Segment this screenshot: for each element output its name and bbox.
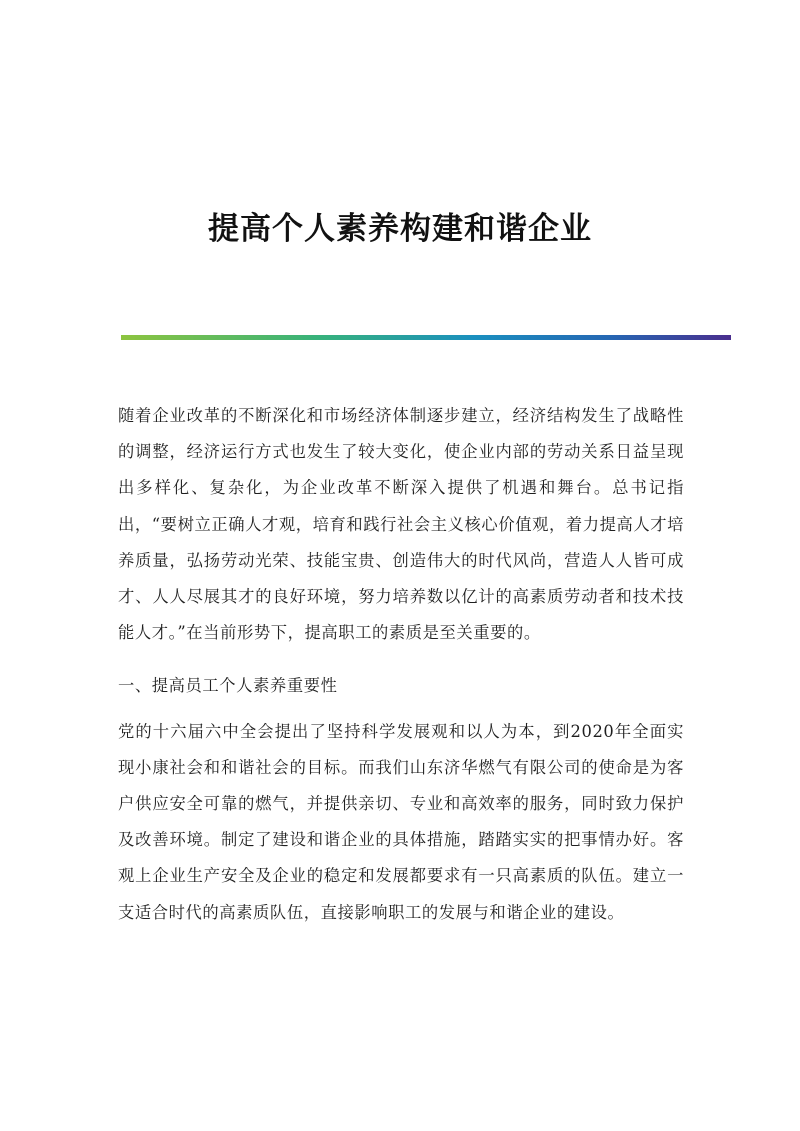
title-divider bbox=[121, 335, 731, 340]
section-heading: 一、提高员工个人素养重要性 bbox=[118, 676, 338, 696]
section-paragraph: 党的十六届六中全会提出了坚持科学发展观和以人为本，到2020年全面实现小康社会和和谐社会的目标。而我们山东济华燃气有限公司的使命是为客户供应安全可靠的燃气，并提供亲切、专业和高效率的服务，同时致力保护及改善环境。制定了建设和谐企业的具体措施，踏踏实实的把事情办好。客观上企业生产安全及企业的稳定和发展都要求有一只高素质的队伍。建立一支适合时代的高素质队伍，直接影响职工的发展与和谐企业的建设。 bbox=[118, 721, 684, 922]
document-body bbox=[118, 398, 684, 931]
document-title: 提高个人素养构建和谐企业 bbox=[208, 210, 592, 247]
paragraph-gap bbox=[118, 651, 684, 660]
intro-paragraph: 随着企业改革的不断深化和市场经济体制逐步建立，经济结构发生了战略性的调整，经济运行方式也发生了较大变化，使企业内部的劳动关系日益呈现出多样化、复杂化，为企业改革不断深入提供了机遇和舞台。总书记指出，“要树立正确人才观，培育和践行社会主义核心价值观，着力提高人才培养质量，弘扬劳动光荣、技能宝贵、创造伟大的时代风尚，营造人人皆可成才、人人尽展其才的良好环境，努力培养数以亿计的高素质劳动者和技术技能人才。”在当前形势下，提高职工的素质是至关重要的。 bbox=[118, 406, 685, 643]
paragraph-gap bbox=[118, 705, 684, 714]
